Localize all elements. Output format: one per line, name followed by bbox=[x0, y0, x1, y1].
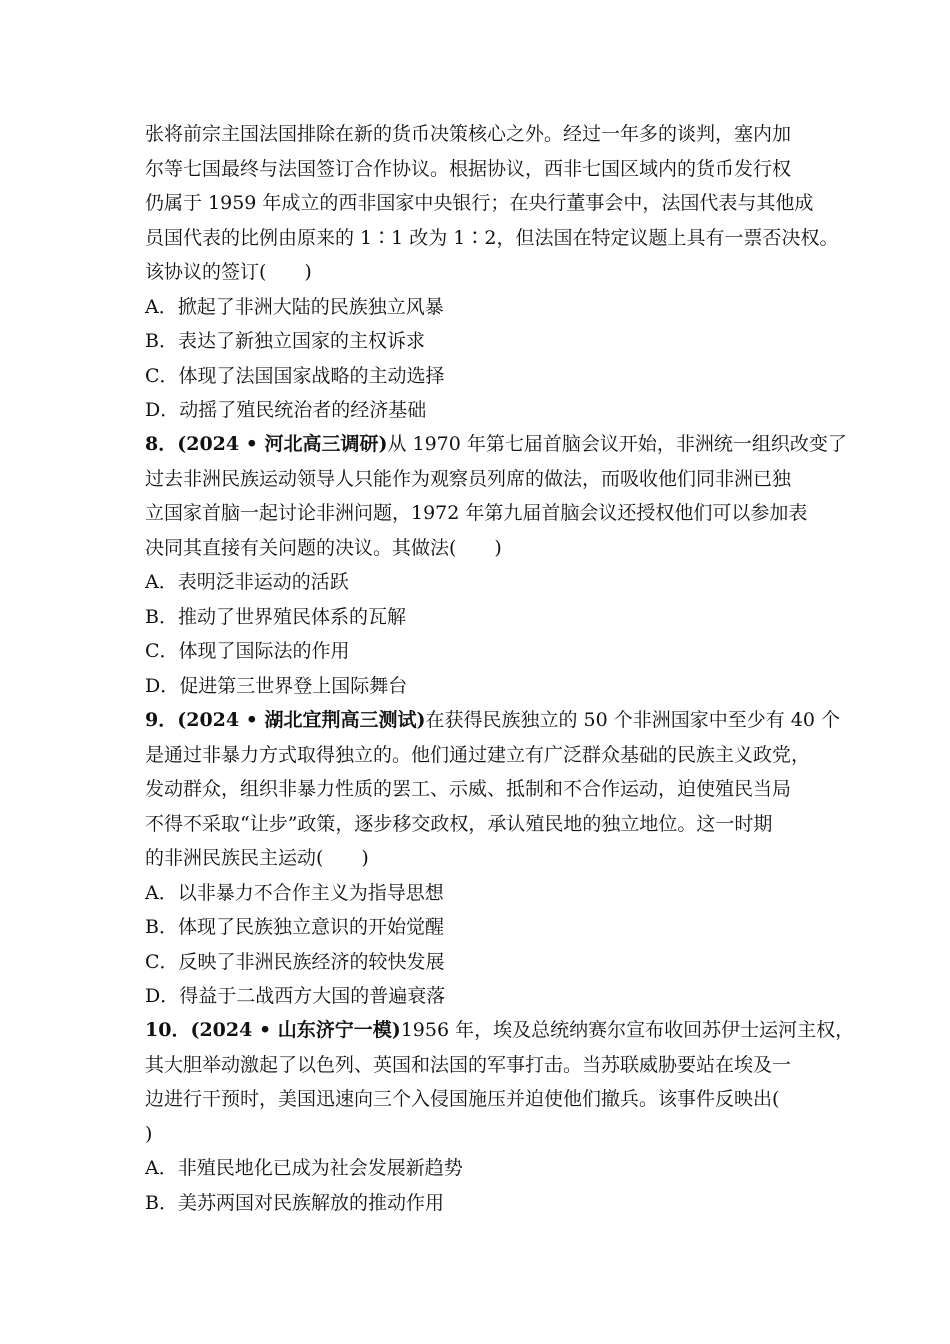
q10-first-line bbox=[145, 1013, 855, 1048]
option-text: 非殖民地化已成为社会发展新趋势 bbox=[177, 1157, 463, 1179]
q8-option-b bbox=[145, 600, 825, 635]
q8-stem-start: 从 1970 年第七届首脑会议开始，非洲统一组织改变了 bbox=[387, 433, 847, 455]
question-number: 8． bbox=[145, 433, 178, 455]
q8-stem-line: 决同其直接有关问题的决议。其做法( ) bbox=[145, 536, 502, 559]
q7-stem-line: 仍属于 1959 年成立的西非国家中央银行；在央行董事会中，法国代表与其他成 bbox=[145, 192, 814, 214]
question-source: (2024 • 河北高三调研) bbox=[177, 433, 388, 455]
q8-option-a bbox=[145, 565, 825, 600]
question-number: 9． bbox=[145, 709, 178, 731]
option-text: 掀起了非洲大陆的民族独立风暴 bbox=[177, 295, 444, 318]
q9-first-line bbox=[145, 703, 840, 738]
option-letter: B． bbox=[145, 605, 178, 628]
option-letter: C． bbox=[145, 640, 179, 662]
q7-option-d bbox=[145, 393, 825, 428]
question-number: 10． bbox=[145, 1019, 191, 1041]
q10-stem-start: 1956 年，埃及总统纳赛尔宣布收回苏伊士运河主权， bbox=[400, 1019, 855, 1041]
option-letter: B． bbox=[145, 330, 178, 352]
option-text: 促进第三世界登上国际舞台 bbox=[179, 674, 408, 697]
option-text: 体现了国际法的作用 bbox=[178, 640, 350, 662]
question-8 bbox=[145, 427, 847, 703]
q7-option-a bbox=[145, 290, 825, 325]
q8-stem-line: 过去非洲民族运动领导人只能作为观察员列席的做法，而吸收他们同非洲已独 bbox=[145, 467, 792, 490]
option-text: 反映了非洲民族经济的较快发展 bbox=[178, 950, 445, 973]
option-text: 以非暴力不合作主义为指导思想 bbox=[177, 881, 444, 904]
option-text: 表达了新独立国家的主权诉求 bbox=[177, 330, 425, 352]
q10-stem-line: 其大胆举动激起了以色列、英国和法国的军事打击。当苏联威胁要站在埃及一 bbox=[145, 1053, 792, 1076]
question-source: (2024 • 湖北宜荆高三测试) bbox=[177, 709, 426, 731]
question-10 bbox=[145, 1013, 855, 1220]
option-text: 表明泛非运动的活跃 bbox=[177, 571, 349, 593]
option-text: 体现了法国国家战略的主动选择 bbox=[178, 364, 445, 387]
q7-stem-line: 员国代表的比例由原来的 1∶1 改为 1∶2，但法国在特定议题上具有一票否决权。 bbox=[145, 226, 839, 249]
q7-stem-line: 张将前宗主国法国排除在新的货币决策核心之外。经过一年多的谈判，塞内加 bbox=[145, 123, 792, 145]
q9-option-c bbox=[145, 945, 825, 980]
option-letter: C． bbox=[145, 950, 179, 973]
option-letter: D． bbox=[145, 399, 180, 421]
q7-option-b bbox=[145, 324, 825, 359]
q9-stem-line: 发动群众，组织非暴力性质的罢工、示威、抵制和不合作运动，迫使殖民当局 bbox=[145, 778, 792, 800]
question-7 bbox=[145, 117, 839, 428]
q10-stem-line: 边进行干预时，美国迅速向三个入侵国施压并迫使他们撤兵。该事件反映出( bbox=[145, 1088, 780, 1110]
q10-option-a bbox=[145, 1151, 825, 1186]
option-text: 得益于二战西方大国的普遍衰落 bbox=[179, 985, 446, 1007]
q9-option-b bbox=[145, 910, 825, 945]
q9-stem-line: 的非洲民族民主运动( ) bbox=[145, 847, 369, 869]
q8-option-d bbox=[145, 669, 825, 704]
option-letter: A． bbox=[145, 1157, 178, 1179]
option-text: 体现了民族独立意识的开始觉醒 bbox=[177, 916, 444, 938]
q8-first-line bbox=[145, 427, 847, 462]
option-text: 推动了世界殖民体系的瓦解 bbox=[177, 605, 406, 628]
q8-option-c bbox=[145, 634, 825, 669]
option-letter: B． bbox=[145, 916, 178, 938]
option-letter: A． bbox=[145, 571, 178, 593]
q10-option-b bbox=[145, 1186, 825, 1221]
option-letter: B． bbox=[145, 1191, 178, 1214]
question-9 bbox=[145, 703, 840, 1014]
option-letter: C． bbox=[145, 364, 179, 387]
q7-option-c bbox=[145, 359, 825, 394]
option-letter: A． bbox=[145, 295, 178, 318]
q9-stem-line: 是通过非暴力方式取得独立的。他们通过建立有广泛群众基础的民族主义政党， bbox=[145, 743, 811, 766]
option-text: 动摇了殖民统治者的经济基础 bbox=[179, 399, 427, 421]
q8-stem-line: 立国家首脑一起讨论非洲问题，1972 年第九届首脑会议还授权他们可以参加表 bbox=[145, 502, 808, 524]
q10-stem-line: ) bbox=[145, 1122, 153, 1145]
q9-option-d bbox=[145, 979, 825, 1014]
q9-stem-start: 在获得民族独立的 50 个非洲国家中至少有 40 个 bbox=[425, 709, 840, 731]
q9-option-a bbox=[145, 876, 825, 911]
option-letter: D． bbox=[145, 985, 180, 1007]
option-letter: D． bbox=[145, 674, 180, 697]
q7-stem-line: 尔等七国最终与法国签订合作协议。根据协议，西非七国区域内的货币发行权 bbox=[145, 157, 792, 180]
q9-stem-line: 不得不采取“让步”政策，逐步移交政权，承认殖民地的独立地位。这一时期 bbox=[145, 812, 773, 835]
option-text: 美苏两国对民族解放的推动作用 bbox=[177, 1191, 444, 1214]
question-source: (2024 • 山东济宁一模) bbox=[190, 1019, 401, 1041]
option-letter: A． bbox=[145, 881, 178, 904]
q7-stem-line: 该协议的签订( ) bbox=[145, 261, 312, 283]
